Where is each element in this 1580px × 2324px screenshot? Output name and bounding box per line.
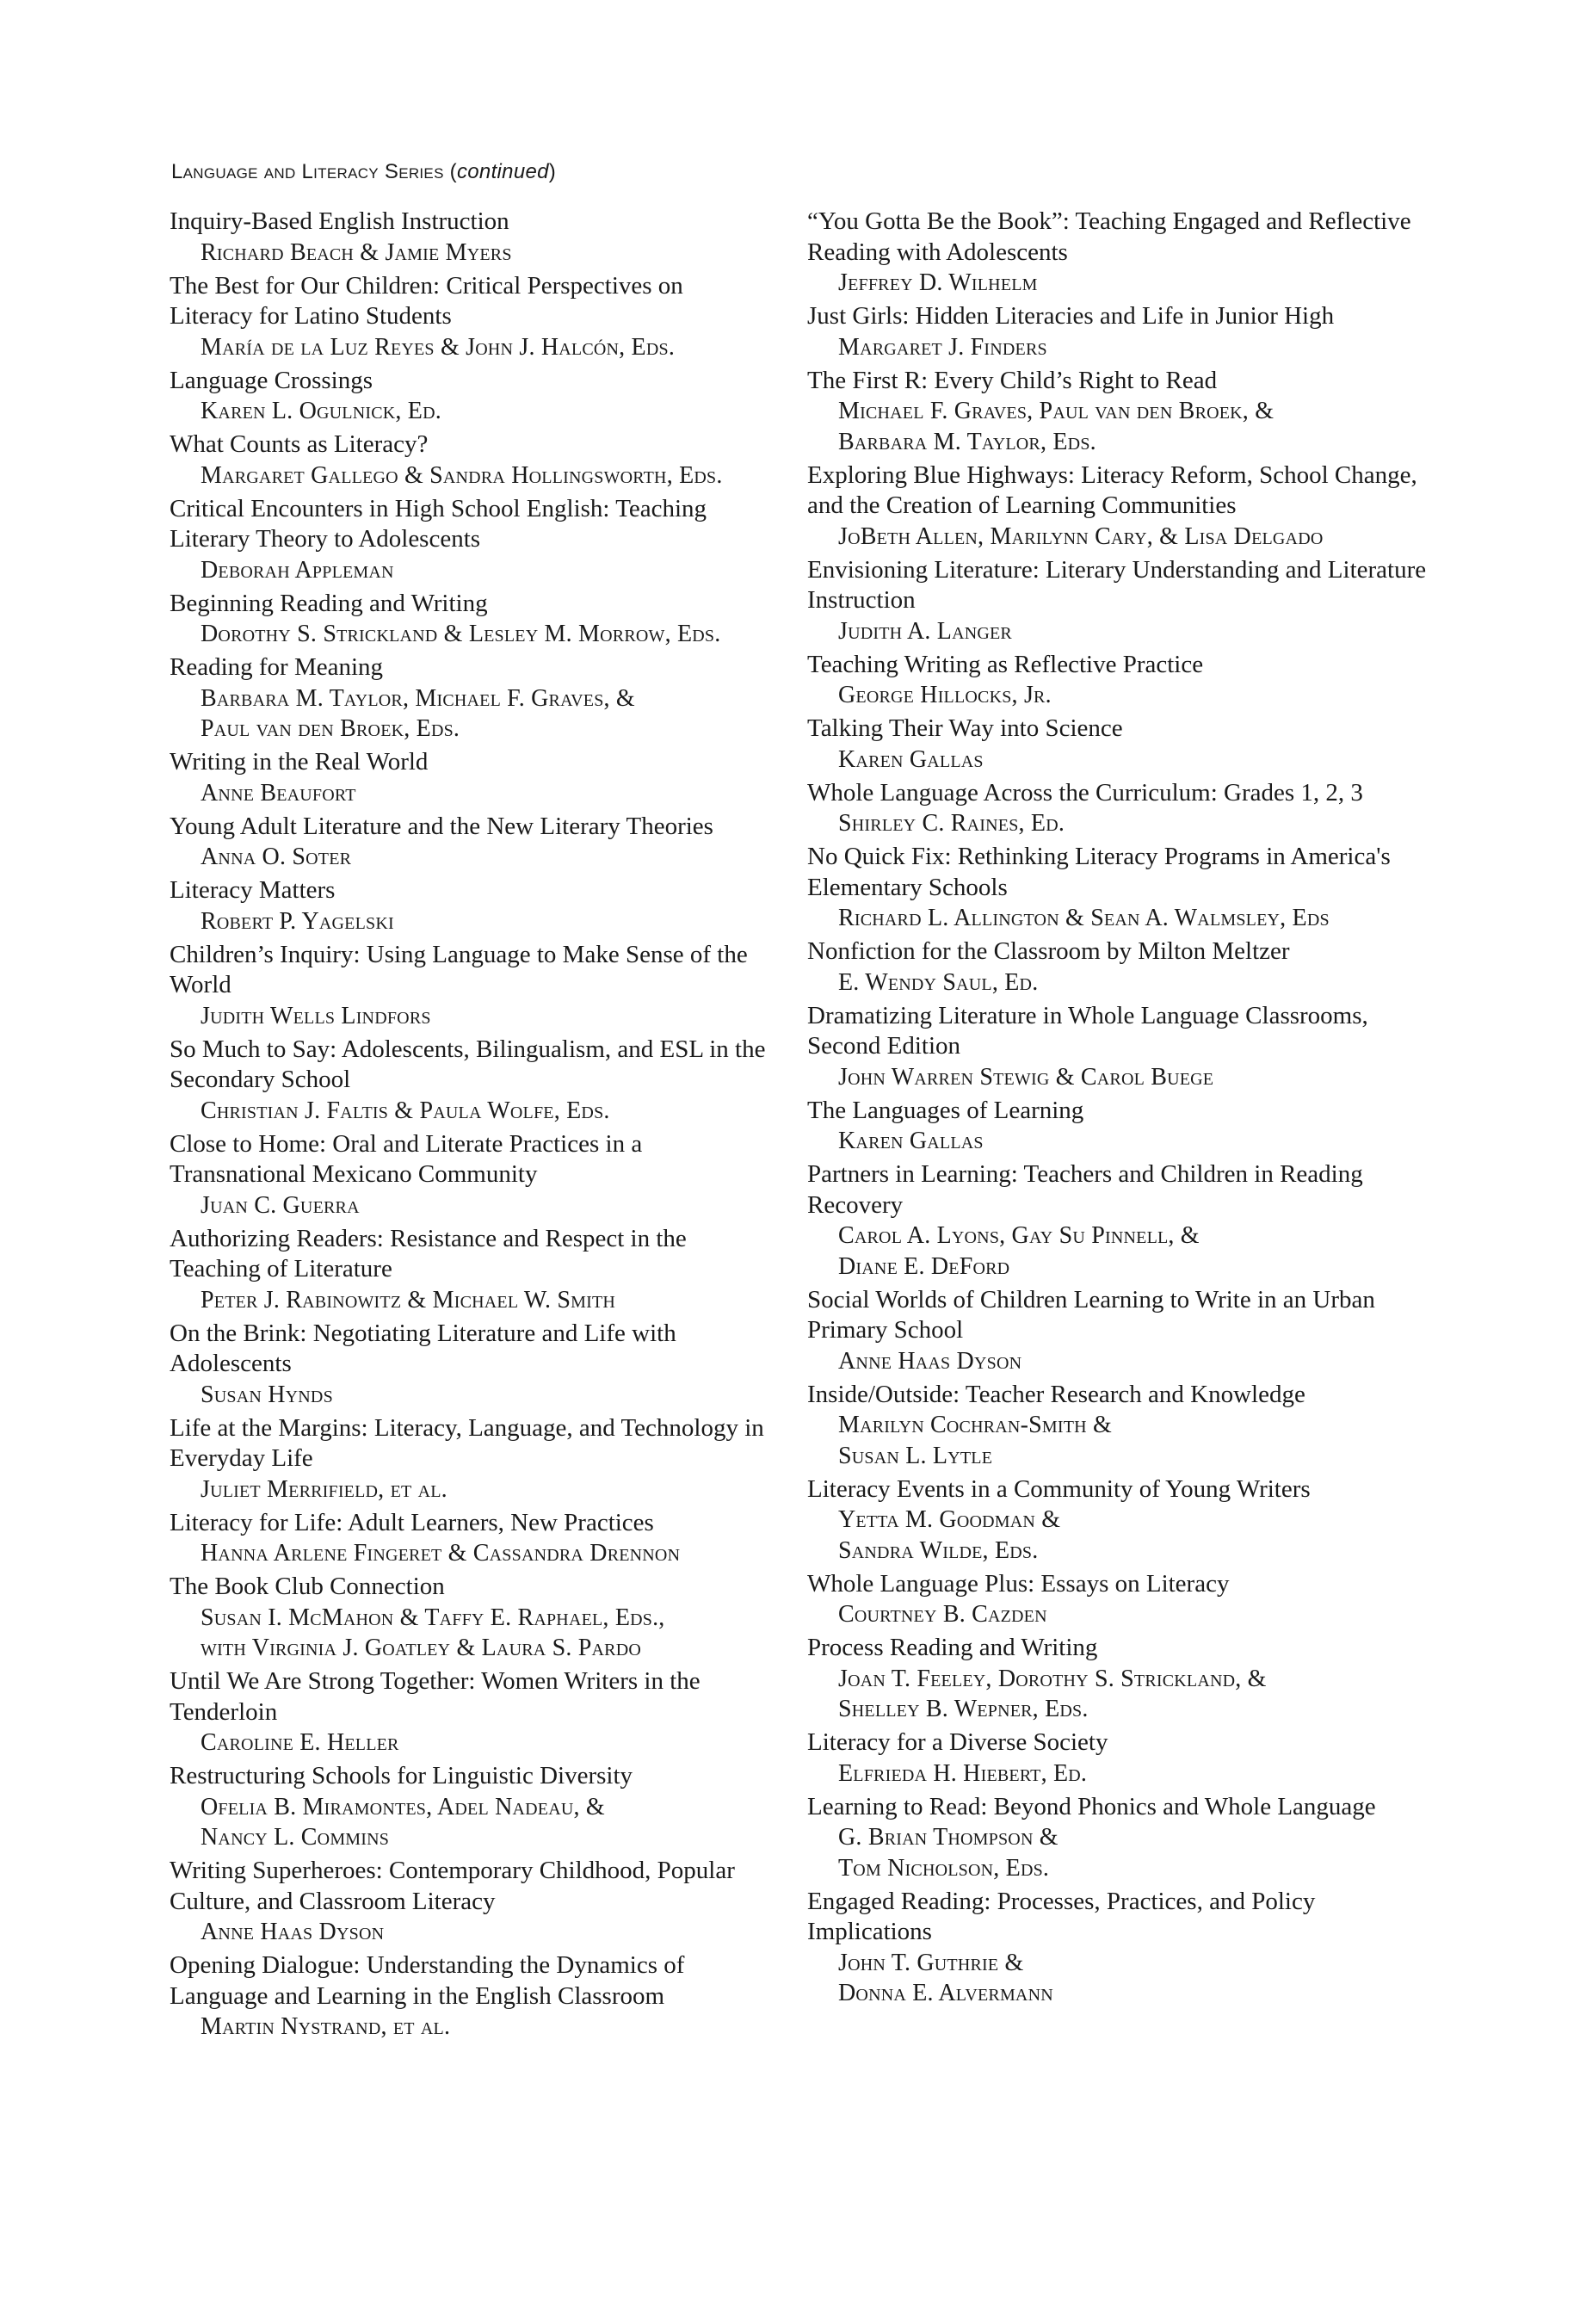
book-entry [807, 555, 1427, 647]
book-title: The Best for Our Children: Critical Perspectives on Literacy for Latino Students [170, 271, 683, 330]
book-title: Envisioning Literature: Literary Understanding and Literature Instruction [807, 555, 1427, 614]
book-authors [201, 683, 772, 745]
book-title: Beginning Reading and Writing [170, 589, 488, 617]
book-entry [170, 652, 772, 745]
book-entry [807, 1569, 1427, 1630]
book-authors [201, 555, 772, 586]
book-title: Talking Their Way into Science [807, 714, 1123, 742]
right-column [807, 207, 1427, 2012]
author-line: Elfrieda H. Hiebert, Ed. [838, 1759, 1088, 1787]
book-title: So Much to Say: Adolescents, Bilingualism, and ESL in the Secondary School [170, 1035, 766, 1093]
author-line: G. Brian Thompson & [838, 1824, 1058, 1851]
book-authors [838, 1758, 1427, 1789]
author-line: Margaret Gallego & Sandra Hollingsworth, Eds. [201, 461, 723, 489]
book-entry [170, 1666, 772, 1758]
book-title: Partners in Learning: Teachers and Children in Reading Recovery [807, 1160, 1363, 1219]
author-line: Peter J. Rabinowitz & Michael W. Smith [201, 1286, 616, 1313]
book-title: Literacy Matters [170, 876, 336, 904]
book-entry [807, 842, 1427, 934]
book-entry [807, 1887, 1427, 2009]
book-entry [170, 366, 772, 427]
author-line: JoBeth Allen, Marilynn Cary, & Lisa Delgado [838, 522, 1324, 550]
book-entry [807, 1792, 1427, 1884]
book-entry [170, 494, 772, 586]
book-entry [170, 875, 772, 936]
continued-label: continued [456, 160, 549, 183]
author-line: María de la Luz Reyes & John J. Halcón, Eds. [201, 333, 676, 361]
book-entry [807, 778, 1427, 839]
book-authors [201, 1285, 772, 1316]
book-entry [170, 940, 772, 1032]
author-line: Anna O. Soter [201, 844, 352, 870]
author-line: John T. Guthrie & [838, 1949, 1024, 1976]
book-title: Opening Dialogue: Understanding the Dynamics of Language and Learning in the English Classroom [170, 1951, 685, 2010]
book-title: Language Crossings [170, 366, 373, 394]
author-line: Barbara M. Taylor, Eds. [838, 428, 1096, 455]
author-line: Karen Gallas [838, 1128, 984, 1154]
author-line: Courtney B. Cazden [838, 1601, 1047, 1628]
book-title: Engaged Reading: Processes, Practices, and Policy Implications [807, 1887, 1316, 1945]
series-title: Language and Literacy Series [171, 160, 444, 183]
book-entry [170, 1761, 772, 1853]
book-authors [201, 1728, 772, 1758]
book-entry [170, 589, 772, 650]
book-title: Children’s Inquiry: Using Language to Make Sense of the World [170, 940, 748, 998]
book-title: Exploring Blue Highways: Literacy Reform, School Change, and the Creation of Learning Communities [807, 460, 1417, 519]
book-title: Inquiry-Based English Instruction [170, 207, 509, 235]
book-authors [838, 1599, 1427, 1630]
book-title: Reading for Meaning [170, 653, 384, 681]
book-authors [838, 1221, 1427, 1282]
book-title: “You Gotta Be the Book”: Teaching Engaged and Reflective Reading with Adolescents [807, 207, 1411, 266]
author-line: Carol A. Lyons, Gay Su Pinnell, & [838, 1222, 1200, 1249]
book-authors [838, 1822, 1427, 1883]
book-authors [838, 616, 1427, 647]
book-authors [201, 906, 772, 937]
author-line: Barbara M. Taylor, Michael F. Graves, & [201, 684, 635, 712]
book-title: The First R: Every Child’s Right to Read [807, 366, 1218, 394]
author-line: Deborah Appleman [201, 556, 394, 584]
book-authors [838, 680, 1427, 711]
book-entry [807, 1096, 1427, 1157]
author-line: Anne Beaufort [201, 779, 356, 807]
author-line: Tom Nicholson, Eds. [838, 1854, 1050, 1882]
author-line: George Hillocks, Jr. [838, 682, 1052, 708]
author-line: Juan C. Guerra [201, 1191, 360, 1219]
author-line: Judith Wells Lindfors [201, 1002, 431, 1029]
book-title: The Book Club Connection [170, 1573, 445, 1600]
author-line: Christian J. Faltis & Paula Wolfe, Eds. [201, 1097, 610, 1124]
book-title: Dramatizing Literature in Whole Language Classrooms, Second Edition [807, 1001, 1368, 1060]
book-authors [201, 1096, 772, 1127]
book-title: Process Reading and Writing [807, 1634, 1098, 1661]
book-entry [807, 1159, 1427, 1282]
author-line: Dorothy S. Strickland & Lesley M. Morrow, Eds. [201, 621, 721, 647]
book-entry [170, 1413, 772, 1505]
book-authors [838, 903, 1427, 934]
author-line: Marilyn Cochran-Smith & [838, 1412, 1112, 1438]
author-line: Nancy L. Commins [201, 1824, 390, 1851]
book-authors [201, 842, 772, 873]
book-title: Young Adult Literature and the New Literary Theories [170, 812, 713, 840]
book-authors [838, 268, 1427, 299]
book-entry [807, 207, 1427, 299]
book-title: The Languages of Learning [807, 1096, 1084, 1124]
author-line: Richard L. Allington & Sean A. Walmsley, Eds [838, 905, 1330, 931]
book-authors [201, 332, 772, 363]
book-entry [170, 430, 772, 491]
book-authors [838, 1062, 1427, 1093]
book-authors [201, 1917, 772, 1948]
book-entry [807, 650, 1427, 711]
book-title: What Counts as Literacy? [170, 430, 429, 458]
book-authors [838, 808, 1427, 839]
author-line: Jeffrey D. Wilhelm [838, 269, 1038, 296]
author-line: Anne Haas Dyson [201, 1919, 385, 1945]
book-title: Writing Superheroes: Contemporary Childhood, Popular Culture, and Classroom Literacy [170, 1857, 735, 1915]
book-entry [170, 1129, 772, 1221]
book-title: Teaching Writing as Reflective Practice [807, 650, 1204, 678]
author-line: Shirley C. Raines, Ed. [838, 810, 1065, 837]
left-column [170, 207, 772, 2045]
book-authors [201, 238, 772, 269]
author-line: Juliet Merrifield, et al. [201, 1475, 447, 1503]
book-title: Social Worlds of Children Learning to Write in an Urban Primary School [807, 1285, 1375, 1344]
author-line: John Warren Stewig & Carol Buege [838, 1063, 1214, 1091]
book-title: Restructuring Schools for Linguistic Diversity [170, 1762, 633, 1789]
book-entry [807, 1474, 1427, 1567]
author-line: Susan I. McMahon & Taffy E. Raphael, Eds., [201, 1604, 665, 1631]
book-authors [201, 1474, 772, 1505]
author-line: Margaret J. Finders [838, 333, 1047, 361]
author-line: Diane E. DeFord [838, 1252, 1010, 1280]
book-title: Whole Language Across the Curriculum: Grades 1, 2, 3 [807, 778, 1363, 807]
author-line: Sandra Wilde, Eds. [838, 1536, 1039, 1564]
book-entry [807, 460, 1427, 553]
book-entry [807, 1380, 1427, 1472]
author-line: Susan L. Lytle [838, 1442, 993, 1469]
author-line: Michael F. Graves, Paul van den Broek, & [838, 398, 1274, 424]
author-line: Robert P. Yagelski [201, 907, 394, 935]
book-entry [170, 1572, 772, 1664]
book-entry [807, 1001, 1427, 1093]
book-entry [170, 1224, 772, 1316]
book-authors [838, 967, 1427, 998]
author-line: Karen Gallas [838, 745, 984, 773]
author-line: Karen L. Ogulnick, Ed. [201, 398, 441, 424]
book-entry [170, 1950, 772, 2043]
book-title: Until We Are Strong Together: Women Writers in the Tenderloin [170, 1667, 701, 1726]
book-title: Authorizing Readers: Resistance and Respect in the Teaching of Literature [170, 1224, 687, 1283]
book-authors [201, 619, 772, 650]
author-line: Hanna Arlene Fingeret & Cassandra Drennon [201, 1540, 681, 1567]
book-authors [201, 396, 772, 427]
book-title: On the Brink: Negotiating Literature and Life with Adolescents [170, 1319, 676, 1377]
book-entry [807, 936, 1427, 998]
book-authors [838, 1126, 1427, 1157]
book-authors [201, 2012, 772, 2043]
author-line: E. Wendy Saul, Ed. [838, 968, 1039, 996]
book-entry [170, 1856, 772, 1948]
book-title: Whole Language Plus: Essays on Literacy [807, 1569, 1230, 1598]
book-authors [838, 1346, 1427, 1377]
book-title: Just Girls: Hidden Literacies and Life in Junior High [807, 302, 1335, 330]
book-entry [807, 1728, 1427, 1789]
book-entry [170, 1319, 772, 1411]
book-title: Close to Home: Oral and Literate Practices in a Transnational Mexicano Community [170, 1129, 643, 1188]
book-authors [838, 1410, 1427, 1471]
author-line: Ofelia B. Miramontes, Adel Nadeau, & [201, 1793, 605, 1820]
book-authors [201, 1190, 772, 1221]
book-title: Learning to Read: Beyond Phonics and Whole Language [807, 1792, 1376, 1820]
book-entry [170, 747, 772, 808]
book-entry [170, 207, 772, 268]
author-line: Shelley B. Wepner, Eds. [838, 1696, 1089, 1722]
book-authors [838, 522, 1427, 553]
book-authors [201, 1380, 772, 1411]
book-authors [838, 1948, 1427, 2009]
book-title: Nonfiction for the Classroom by Milton Meltzer [807, 937, 1290, 965]
book-authors [201, 1603, 772, 1664]
book-entry [807, 1285, 1427, 1377]
running-head: Language and Literacy Series (continued) [171, 160, 557, 183]
book-title: Writing in the Real World [170, 748, 429, 776]
author-line: Paul van den Broek, Eds. [201, 715, 460, 742]
book-authors [201, 460, 772, 491]
book-authors [838, 745, 1427, 776]
book-title: No Quick Fix: Rethinking Literacy Programs in America's Elementary Schools [807, 843, 1391, 901]
book-entry [170, 1508, 772, 1569]
author-line: Donna E. Alvermann [838, 1980, 1053, 2006]
book-title: Literacy Events in a Community of Young Writers [807, 1474, 1311, 1503]
author-line: Judith A. Langer [838, 617, 1012, 645]
author-line: Yetta M. Goodman & [838, 1506, 1061, 1533]
book-entry [170, 1035, 772, 1127]
author-line: with Virginia J. Goatley & Laura S. Pardo [201, 1635, 642, 1661]
book-title: Literacy for Life: Adult Learners, New Practices [170, 1508, 654, 1536]
author-line: Joan T. Feeley, Dorothy S. Strickland, & [838, 1665, 1267, 1692]
book-entry [807, 1633, 1427, 1725]
book-title: Literacy for a Diverse Society [807, 1728, 1108, 1756]
book-authors [838, 1664, 1427, 1725]
author-line: Martin Nystrand, et al. [201, 2013, 451, 2040]
book-entry [807, 366, 1427, 458]
book-title: Critical Encounters in High School English: Teaching Literary Theory to Adolescents [170, 494, 707, 553]
book-entry [807, 714, 1427, 775]
author-line: Richard Beach & Jamie Myers [201, 238, 512, 266]
book-entry [807, 301, 1427, 362]
author-line: Caroline E. Heller [201, 1729, 399, 1756]
author-line: Susan Hynds [201, 1381, 333, 1408]
book-entry [170, 271, 772, 363]
book-authors [838, 1505, 1427, 1566]
book-authors [201, 1538, 772, 1569]
book-title: Inside/Outside: Teacher Research and Knowledge [807, 1380, 1305, 1408]
author-line: Anne Haas Dyson [838, 1347, 1022, 1375]
book-authors [201, 778, 772, 809]
book-title: Life at the Margins: Literacy, Language, and Technology in Everyday Life [170, 1413, 764, 1472]
book-authors [201, 1001, 772, 1032]
book-authors [838, 396, 1427, 457]
book-authors [201, 1792, 772, 1853]
book-entry [170, 812, 772, 873]
book-authors [838, 332, 1427, 363]
